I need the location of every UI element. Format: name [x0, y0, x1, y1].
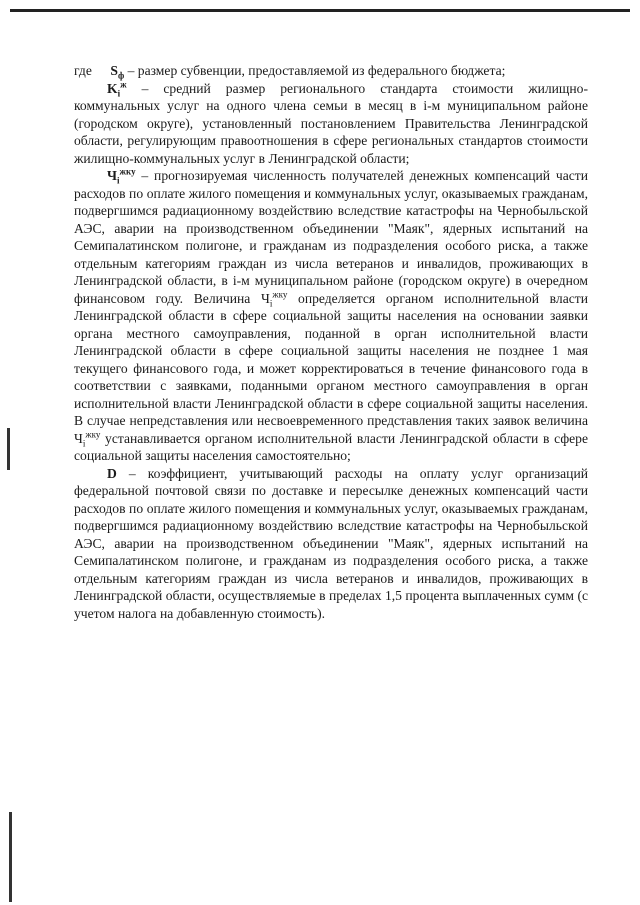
- paragraph-d: [74, 465, 588, 623]
- definition-text: определяется органом исполнительной власти Ленинградской области в сфере социальной защиты населения на основании заявки органа местного самоуправления, поданной в орган исполнительной власти Ленинградской области в сфере социальной защиты населения не позднее 1 мая текущего финансового года, и может корректироваться в течение финансового года в соответствии с заявками, поданными органом местного самоуправления в орган исполнительной власти Ленинградской области в сфере социальной защиты населения. В случае непредставления или несвоевременного представления таких заявок величина: [74, 290, 588, 428]
- symbol-letter: Ч: [261, 290, 270, 306]
- symbol-subscript: ф: [117, 70, 125, 81]
- margin-mark: [9, 812, 12, 902]
- margin-mark: [7, 428, 10, 470]
- definition-text: – средний размер регионального стандарта стоимости жилищно-коммунальных услуг на одного члена семьи в месяц в i-м муниципальном районе (городском округе), установленный постановлением Правительства Ленинградской области, регулирующим правоотношения в сфере региональных стандартов стоимости жилищно-коммунальных услуг в Ленинградской области;: [74, 80, 588, 166]
- top-border-line: [10, 9, 630, 12]
- definition-text: – прогнозируемая численность получателей денежных компенсаций части расходов по оплате жилого помещения и коммунальных услуг, оказываемых гражданам, подвергшимся радиационному воздействию вследствие катастрофы на Чернобыльской АЭС, аварии на производственном объединении "Маяк", ядерных испытаний на Семипалатинском полигоне, и гражданам из подразделения особого риска, а также отдельным категориям граждан из числа ветеранов и инвалидов, проживающих в Ленинградской области, в i-м муниципальном районе (городском округе) в очередном финансовом году. Величина: [74, 168, 588, 306]
- symbol-superscript: жку: [85, 428, 101, 439]
- symbol-letter: Ч: [74, 430, 83, 446]
- definition-text: – размер субвенции, предоставляемой из федерального бюджета;: [124, 63, 506, 78]
- symbol-subscript: i: [116, 175, 120, 186]
- paragraph-ch: [74, 167, 588, 465]
- paragraph-k: [74, 80, 588, 168]
- symbol-ch: [107, 166, 136, 186]
- inline-symbol-ch: [74, 428, 101, 449]
- symbol-s: [110, 63, 125, 81]
- paragraph-s-phi: [74, 62, 588, 80]
- document-body: [74, 62, 588, 622]
- definition-text: устанавливается органом исполнительной власти Ленинградской области в сфере социальной защиты населения самостоятельно;: [74, 430, 588, 463]
- symbol-letter: K: [107, 80, 118, 96]
- where-label: где: [74, 63, 92, 78]
- symbol-superscript: ж: [120, 78, 127, 89]
- inline-symbol-ch: [261, 288, 288, 309]
- symbol-letter: S: [110, 63, 118, 78]
- symbol-superscript: жку: [119, 166, 136, 177]
- symbol-letter: Ч: [107, 168, 117, 183]
- symbol-d: D: [107, 465, 117, 481]
- definition-text: – коэффициент, учитывающий расходы на оплату услуг организаций федеральной почтовой связи по доставке и пересылке денежных компенсаций части расходов по оплате жилого помещения и коммунальных услуг, оказываемых гражданам, подвергшимся радиационному воздействию вследствие катастрофы на Чернобыльской АЭС, аварии на производственном объединении "Маяк", ядерных испытаний на Семипалатинском полигоне, и гражданам из подразделения особого риска, а также отдельным категориям граждан из числа ветеранов и инвалидов, проживающих в Ленинградской области, осуществляемые в пределах 1,5 процента выплаченных сумм (с учетом налога на добавленную стоимость).: [74, 465, 588, 621]
- symbol-subscript: i: [82, 438, 86, 449]
- symbol-k: [107, 78, 127, 99]
- symbol-superscript: жку: [272, 288, 288, 299]
- symbol-subscript: i: [117, 88, 121, 99]
- symbol-subscript: i: [269, 298, 273, 309]
